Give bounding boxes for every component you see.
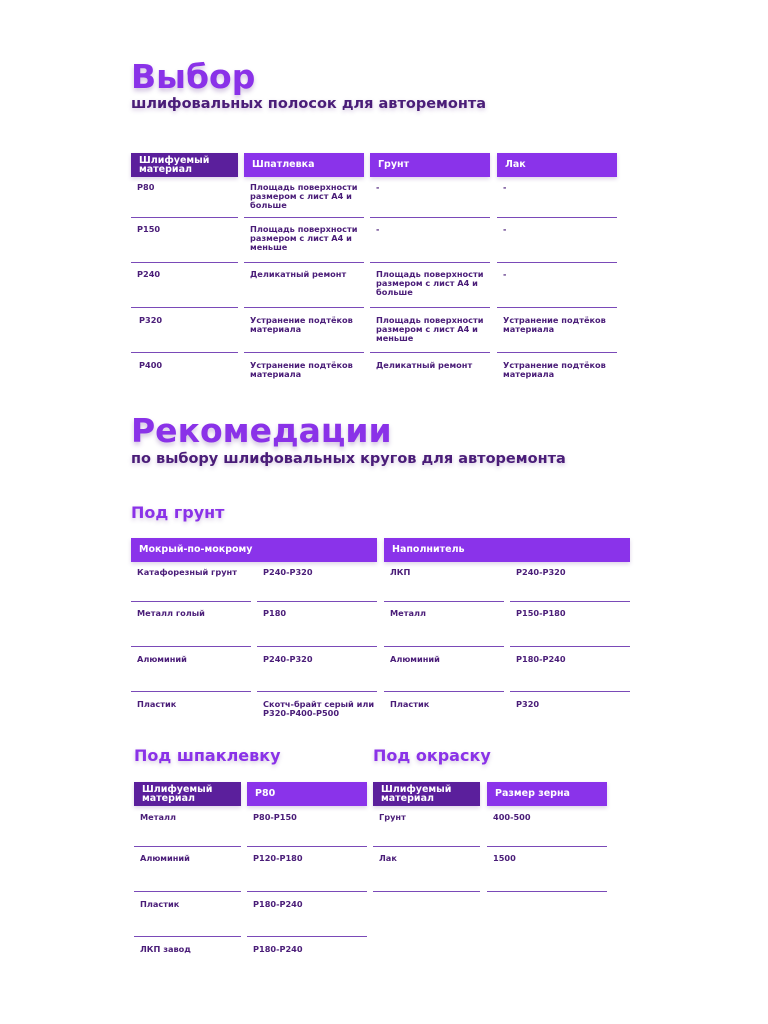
row-divider [370,262,490,263]
row-divider [373,891,480,892]
row-divider [134,846,241,847]
row-divider [244,307,364,308]
row-divider [247,936,367,937]
section2-title: Рекомедации [131,411,392,450]
table-cell: Пластик [390,699,430,709]
table-cell: 1500 [493,853,516,863]
section1-subtitle: шлифовальных полосок для авторемонта [131,96,487,112]
table-cell: - [376,224,380,234]
row-divider [257,646,377,647]
table-cell: P240 [137,269,161,279]
paint-header-grit: Размер зерна [487,782,607,806]
row-divider [487,846,607,847]
col-header-material: Шлифуемый материал [131,153,238,177]
table-cell: Скотч-брайт серый или P320-P400-P500 [263,699,375,719]
row-divider [131,601,251,602]
table-cell: 400-500 [493,812,531,822]
table-cell: Деликатный ремонт [376,360,473,370]
row-divider [497,262,617,263]
table-cell: - [503,182,507,192]
filler-header: Наполнитель [384,538,630,562]
row-divider [384,601,504,602]
row-divider [247,846,367,847]
putty-header-grit: P80 [247,782,367,806]
col-header-primer: Грунт [370,153,490,177]
table-cell: Пластик [137,699,177,709]
paint-title: Под окраску [373,746,491,765]
table-cell: Устранение подтёков материала [503,315,606,335]
table-cell: P240-P320 [516,567,566,577]
table-cell: ЛКП [390,567,411,577]
table-cell: P320 [139,315,163,325]
wet-header: Мокрый-по-мокрому [131,538,377,562]
table-cell: P240-P320 [263,567,313,577]
row-divider [131,646,251,647]
table-cell: P320 [516,699,540,709]
row-divider [131,691,251,692]
table-cell: Устранение подтёков материала [250,315,353,335]
row-divider [244,262,364,263]
table-cell: P150-P180 [516,608,566,618]
section2-subtitle: по выбору шлифовальных кругов для авторемонта [131,451,566,467]
table-cell: Площадь поверхности размером с лист А4 и меньше [376,315,484,344]
table-cell: P180-P240 [253,899,303,909]
table-cell: Металл голый [137,608,205,618]
table-cell: Площадь поверхности размером с лист А4 и больше [250,182,358,211]
row-divider [131,352,238,353]
table-cell: Алюминий [390,654,440,664]
paint-header-material: Шлифуемый материал [373,782,480,806]
col-header-varnish: Лак [497,153,617,177]
table-cell: Металл [390,608,426,618]
table-cell: Площадь поверхности размером с лист А4 и больше [376,269,484,298]
table-cell: - [503,269,507,279]
table-cell: - [503,224,507,234]
table-cell: P120-P180 [253,853,303,863]
row-divider [497,307,617,308]
row-divider [497,217,617,218]
row-divider [384,646,504,647]
table-cell: P80 [137,182,155,192]
putty-title: Под шпаклевку [134,746,281,765]
table-cell: Алюминий [140,853,190,863]
table-cell: Металл [140,812,176,822]
table-cell: Устранение подтёков материала [250,360,353,380]
table-cell: P240-P320 [263,654,313,664]
row-divider [370,217,490,218]
row-divider [131,217,238,218]
table-cell: Грунт [379,812,406,822]
row-divider [370,307,490,308]
row-divider [257,691,377,692]
row-divider [244,352,364,353]
table-cell: Алюминий [137,654,187,664]
table-cell: - [376,182,380,192]
row-divider [497,352,617,353]
row-divider [131,307,238,308]
row-divider [247,891,367,892]
table-cell: P150 [137,224,161,234]
table-cell: P180 [263,608,287,618]
putty-header-material: Шлифуемый материал [134,782,241,806]
table-cell: Устранение подтёков материала [503,360,606,380]
table-cell: Пластик [140,899,180,909]
row-divider [384,691,504,692]
row-divider [510,691,630,692]
row-divider [134,891,241,892]
section1-title: Выбор [131,57,256,96]
row-divider [257,601,377,602]
row-divider [487,891,607,892]
row-divider [370,352,490,353]
row-divider [131,262,238,263]
row-divider [510,601,630,602]
table-cell: P180-P240 [253,944,303,954]
row-divider [510,646,630,647]
row-divider [134,936,241,937]
table-cell: P400 [139,360,163,370]
col-header-putty: Шпатлевка [244,153,364,177]
table-cell: Лак [379,853,397,863]
table-cell: Площадь поверхности размером с лист А4 и меньше [250,224,358,253]
table-cell: Катафорезный грунт [137,567,237,577]
table-cell: P180-P240 [516,654,566,664]
row-divider [373,846,480,847]
table-cell: ЛКП завод [140,944,191,954]
primer-title: Под грунт [131,503,225,522]
row-divider [244,217,364,218]
table-cell: Деликатный ремонт [250,269,347,279]
table-cell: P80-P150 [253,812,297,822]
